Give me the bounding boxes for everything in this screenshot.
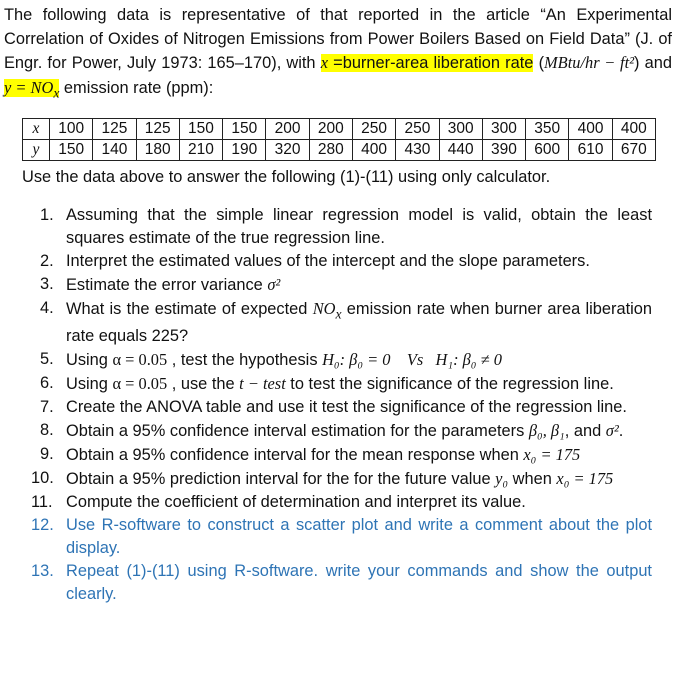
question-math: β₀, β₁ — [528, 421, 565, 441]
question-text: Obtain a 95% prediction interval for the for the future value — [66, 470, 496, 489]
question-text: Using — [66, 375, 113, 394]
question-6 — [40, 372, 652, 396]
y-cell: 390 — [482, 140, 525, 161]
y-cell: 610 — [569, 140, 612, 161]
question-math: NO — [312, 299, 336, 318]
question-text-tail: emission rate when burner area liberation rate equals 225? — [66, 300, 652, 346]
x-row-label: x — [23, 119, 50, 140]
y-equation: = NO — [11, 77, 54, 97]
question-math-sub: x — [335, 306, 342, 322]
x-definition: =burner-area liberation rate — [327, 54, 534, 72]
question-5 — [40, 348, 652, 372]
question-text: What is the estimate of expected — [66, 300, 313, 318]
question-text: Obtain a 95% confidence interval estimation for the parameters — [66, 422, 529, 441]
y-cell: 400 — [352, 140, 395, 161]
data-table — [22, 118, 656, 161]
y-cell: 600 — [526, 140, 569, 161]
question-text: Estimate the error variance — [66, 276, 268, 294]
x-cell: 300 — [439, 119, 482, 140]
question-math: α = 0.05 — [112, 350, 168, 370]
x-cell: 100 — [50, 119, 93, 140]
question-number: 11. — [31, 493, 53, 512]
x-cell: 125 — [93, 119, 136, 140]
question-text-tail: . — [618, 422, 624, 441]
question-math: y₀ — [495, 469, 509, 489]
question-number: 7. — [40, 398, 54, 417]
question-math-2: x₀ = 175 — [556, 469, 614, 489]
y-cell: 140 — [93, 140, 136, 161]
question-math-2: σ² — [605, 421, 619, 441]
hypothesis-math: H₀: β₀ = 0 Vs H₁: β₀ ≠ 0 — [322, 350, 502, 370]
question-math: x₀ = 175 — [523, 445, 581, 465]
y-row-label: y — [23, 140, 50, 161]
question-text: Using — [66, 351, 113, 370]
question-text: Compute the coefficient of determination and interpret its value. — [66, 493, 526, 512]
question-math: α = 0.05 — [112, 374, 168, 394]
x-symbol: x — [320, 53, 328, 72]
question-4 — [40, 297, 652, 348]
x-cell: 150 — [179, 119, 222, 140]
question-text: Repeat (1)-(11) using R-software. write your commands and show the output clearly. — [66, 562, 652, 604]
intro-end: emission rate (ppm): — [59, 78, 214, 97]
question-3 — [40, 273, 652, 297]
x-cell: 250 — [396, 119, 439, 140]
question-9 — [40, 443, 652, 467]
x-cell: 200 — [309, 119, 352, 140]
question-number: 6. — [40, 374, 54, 393]
question-8 — [40, 419, 652, 443]
x-cell: 300 — [482, 119, 525, 140]
y-cell: 280 — [309, 140, 352, 161]
y-cell: 190 — [223, 140, 266, 161]
question-number: 2. — [40, 252, 54, 270]
y-cell: 180 — [136, 140, 179, 161]
question-text-mid: when — [508, 470, 557, 489]
instruction-text: Use the data above to answer the following (1)-(11) using only calculator. — [22, 168, 551, 186]
y-cell: 210 — [179, 140, 222, 161]
y-cell: 150 — [50, 140, 93, 161]
y-cell: 670 — [612, 140, 655, 161]
intro-text: The following data is representative of that reported in the article “An Experimental Correlation of Oxides of Nitrogen Emissions from Power Boilers Based on Field Data” (J. of Engr. for Power, July 1973: 165–170), with — [4, 6, 672, 72]
question-11 — [31, 491, 652, 514]
y-subscript: x — [53, 84, 60, 100]
question-12 — [31, 514, 652, 560]
question-math: σ² — [267, 275, 281, 294]
question-number: 9. — [40, 445, 54, 464]
question-text: Use R-software to construct a scatter plot and write a comment about the plot display. — [66, 516, 652, 558]
question-number: 8. — [40, 421, 54, 440]
unit-math: MBtu/hr − ft² — [544, 53, 635, 72]
y-symbol: y — [4, 77, 12, 97]
question-10 — [31, 467, 652, 491]
x-cell: 400 — [612, 119, 655, 140]
question-number: 4. — [40, 299, 54, 317]
question-list — [31, 204, 652, 606]
x-cell: 150 — [223, 119, 266, 140]
question-number: 1. — [40, 206, 54, 224]
question-2 — [40, 250, 652, 273]
x-cell: 125 — [136, 119, 179, 140]
x-row — [23, 119, 656, 140]
unit-close: ) and — [634, 54, 673, 72]
question-text: Obtain a 95% confidence interval for the mean response when — [66, 446, 524, 465]
question-text: Assuming that the simple linear regression model is valid, obtain the least squares estimate of the true regression line. — [66, 206, 652, 247]
x-cell: 250 — [352, 119, 395, 140]
question-13 — [31, 560, 652, 606]
question-number: 5. — [40, 350, 54, 369]
x-definition-highlight — [321, 54, 534, 72]
question-7 — [40, 396, 652, 419]
question-text: Interpret the estimated values of the intercept and the slope parameters. — [66, 252, 590, 270]
y-definition-highlight — [4, 77, 60, 100]
question-number: 12. — [31, 516, 54, 535]
question-1 — [40, 204, 652, 250]
y-cell: 320 — [266, 140, 309, 161]
question-text-tail: to test the significance of the regression line. — [285, 375, 614, 394]
y-row — [23, 140, 656, 161]
question-number: 3. — [40, 275, 54, 293]
y-cell: 430 — [396, 140, 439, 161]
unit-open: ( — [533, 54, 545, 72]
question-number: 10. — [31, 469, 54, 488]
t-test-math: t − test — [239, 374, 286, 394]
question-text-mid: , test the hypothesis — [167, 351, 323, 370]
question-number: 13. — [31, 562, 54, 581]
intro-paragraph — [4, 4, 672, 104]
question-text-mid: , and — [564, 422, 606, 441]
question-text: Create the ANOVA table and use it test the significance of the regression line. — [66, 398, 627, 417]
x-cell: 350 — [526, 119, 569, 140]
y-cell: 440 — [439, 140, 482, 161]
x-cell: 200 — [266, 119, 309, 140]
question-text-mid: , use the — [167, 375, 240, 394]
x-cell: 400 — [569, 119, 612, 140]
